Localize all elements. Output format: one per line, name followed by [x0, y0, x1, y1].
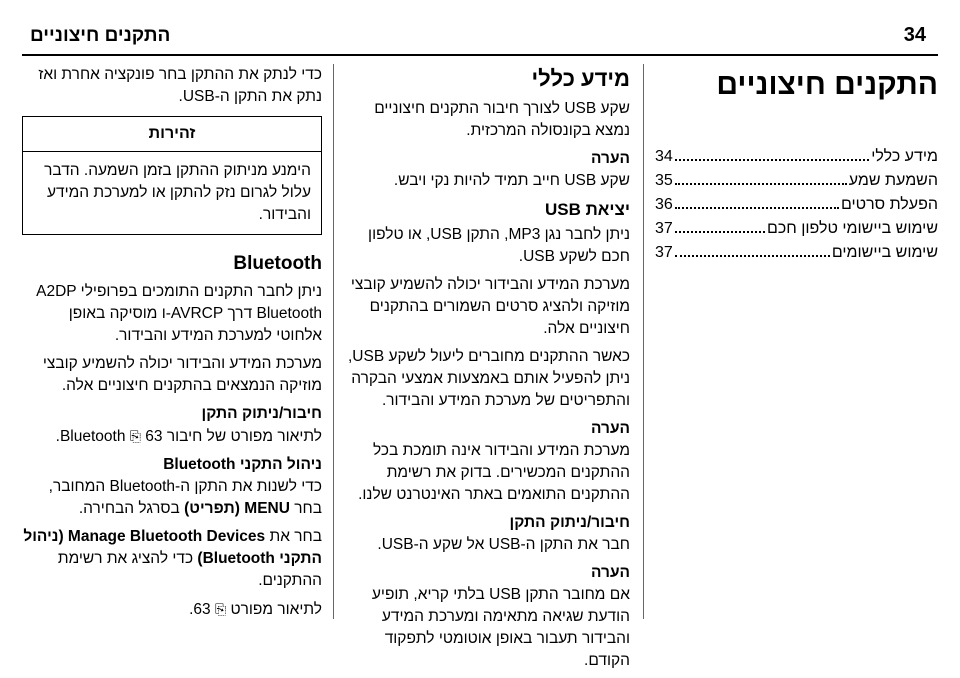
- note-title: הערה: [591, 420, 630, 437]
- column-divider: [333, 64, 334, 619]
- caution-text: הימנע מניתוק ההתקן בזמן השמעה. הדבר עלול לגרום נזק להתקן או למערכת המידע והבידור.: [44, 162, 311, 223]
- manage-devices-label-he: (ניהול התקני Bluetooth): [23, 528, 322, 567]
- toc-leader: [675, 159, 869, 161]
- bt-manage-ref-text: לתיאור מפורט ⎘ 63.: [22, 598, 322, 621]
- usb-paragraph: ניתן לחבר נגן MP3, התקן USB, או טלפון חכם לשקע USB.: [368, 226, 630, 265]
- toc-item-label: שימוש ביישומי טלפון חכם: [767, 220, 938, 237]
- connect-text: חבר את התקן ה-USB אל שקע ה-USB.: [377, 536, 630, 553]
- bt-manage-text: [22, 526, 322, 592]
- page-header: [0, 0, 960, 50]
- usb-paragraph: כאשר ההתקנים מחוברים ליעול לשקע USB, ניתן להפעיל אותם באמצעות אמצעי הבקרה והתפריטים של מערכת המידע והבידור.: [347, 348, 630, 409]
- bt-connect-heading: חיבור/ניתוק התקן: [201, 405, 322, 422]
- caution-title: זהירות: [23, 117, 321, 152]
- toc-item-label: הפעלת סרטים: [840, 196, 938, 213]
- usb-port-heading: יציאת USB: [544, 200, 630, 219]
- page-reference-icon: ⎘: [129, 428, 141, 444]
- toc-leader: [675, 183, 847, 185]
- page-reference-icon: ⎘: [214, 601, 227, 617]
- toc-list: [655, 148, 938, 268]
- toc-item-page: 37: [655, 244, 673, 261]
- menu-button-label: MENU (תפריט): [184, 500, 290, 517]
- page-reference[interactable]: 63: [193, 601, 211, 618]
- bluetooth-column: [22, 64, 322, 627]
- bluetooth-paragraph: מערכת המידע והבידור יכולה להשמיע קובצי מוזיקה הנמצאים בהתקנים חיצוניים אלה.: [42, 355, 322, 394]
- toc-item-page: 37: [655, 220, 673, 237]
- note-title: הערה: [591, 564, 630, 581]
- page-reference[interactable]: 63: [145, 428, 163, 445]
- note-title: הערה: [591, 150, 630, 167]
- general-info-column: [345, 64, 630, 678]
- bt-manage-desc: לתיאור מפורט: [230, 601, 322, 618]
- toc-item[interactable]: [655, 148, 938, 172]
- running-title: התקנים חיצוניים: [30, 25, 171, 46]
- connect-heading: חיבור/ניתוק התקן: [509, 514, 630, 531]
- toc-item-label: שימוש ביישומים: [831, 244, 938, 261]
- bt-manage-desc: כדי לשנות את התקן ה-Bluetooth המחובר, בחר: [48, 478, 322, 517]
- manage-devices-label: Manage Bluetooth Devices: [67, 528, 266, 545]
- bt-manage-text: [22, 476, 322, 520]
- caution-box: [22, 116, 322, 235]
- toc-item[interactable]: [655, 172, 938, 196]
- toc-leader: [675, 255, 830, 257]
- bt-manage-desc: כדי להציג את רשימת ההתקנים.: [57, 550, 322, 589]
- bt-manage-desc: בחר את: [269, 528, 322, 545]
- bluetooth-heading: Bluetooth: [233, 253, 322, 274]
- column-divider: [643, 64, 644, 619]
- bt-connect-desc: לתיאור מפורט של חיבור Bluetooth: [59, 428, 322, 445]
- chapter-title: התקנים חיצוניים: [716, 68, 938, 101]
- note-text: שקע USB חייב תמיד להיות נקי ויבש.: [393, 172, 630, 189]
- toc-item-page: 34: [655, 148, 673, 165]
- bt-connect-text: לתיאור מפורט של חיבור Bluetooth ⎘ 63.: [22, 425, 322, 448]
- header-rule: [22, 54, 938, 56]
- toc-item-label: השמעת שמע: [848, 172, 938, 189]
- intro-paragraph: שקע USB לצורך חיבור התקנים חיצוניים נמצא בקונסולה המרכזית.: [374, 100, 630, 139]
- bt-manage-heading: ניהול התקני Bluetooth: [163, 456, 322, 473]
- bt-manage-desc: בסרגל הבחירה.: [78, 500, 180, 517]
- toc-column: [655, 64, 938, 268]
- toc-item[interactable]: [655, 196, 938, 220]
- bluetooth-paragraph: ניתן לחבר התקנים התומכים בפרופילי A2DP Bluetooth דרך AVRCP-ו מוסיקה באופן אלחוטי למערכת המידע והבידור.: [36, 283, 322, 344]
- toc-leader: [675, 207, 839, 209]
- toc-item-label: מידע כללי: [871, 148, 938, 165]
- toc-leader: [675, 231, 765, 233]
- disconnect-text: כדי לנתק את ההתקן בחר פונקציה אחרת ואז נתק את התקן ה-USB.: [38, 66, 322, 105]
- note-text: מערכת המידע והבידור אינה תומכת בכל ההתקנים המכשירים. בדוק את רשימת ההתקנים התואמים באתר האינטרנט שלנו.: [358, 442, 630, 503]
- toc-item[interactable]: [655, 220, 938, 244]
- toc-item-page: 36: [655, 196, 673, 213]
- toc-item[interactable]: [655, 244, 938, 268]
- usb-paragraph: מערכת המידע והבידור יכולה להשמיע קובצי מוזיקה ולהציג סרטים השמורים בהתקנים חיצוניים אלה.: [350, 276, 630, 337]
- page-number: 34: [903, 24, 926, 46]
- note-text: אם מחובר התקן USB בלתי קריא, תופיע הודעת שגיאה מתאימה ומערכת המידע והבידור תעבור באופן אוטומטי לתפקוד הקודם.: [371, 586, 630, 669]
- section-title: מידע כללי: [531, 66, 630, 91]
- toc-item-page: 35: [655, 172, 673, 189]
